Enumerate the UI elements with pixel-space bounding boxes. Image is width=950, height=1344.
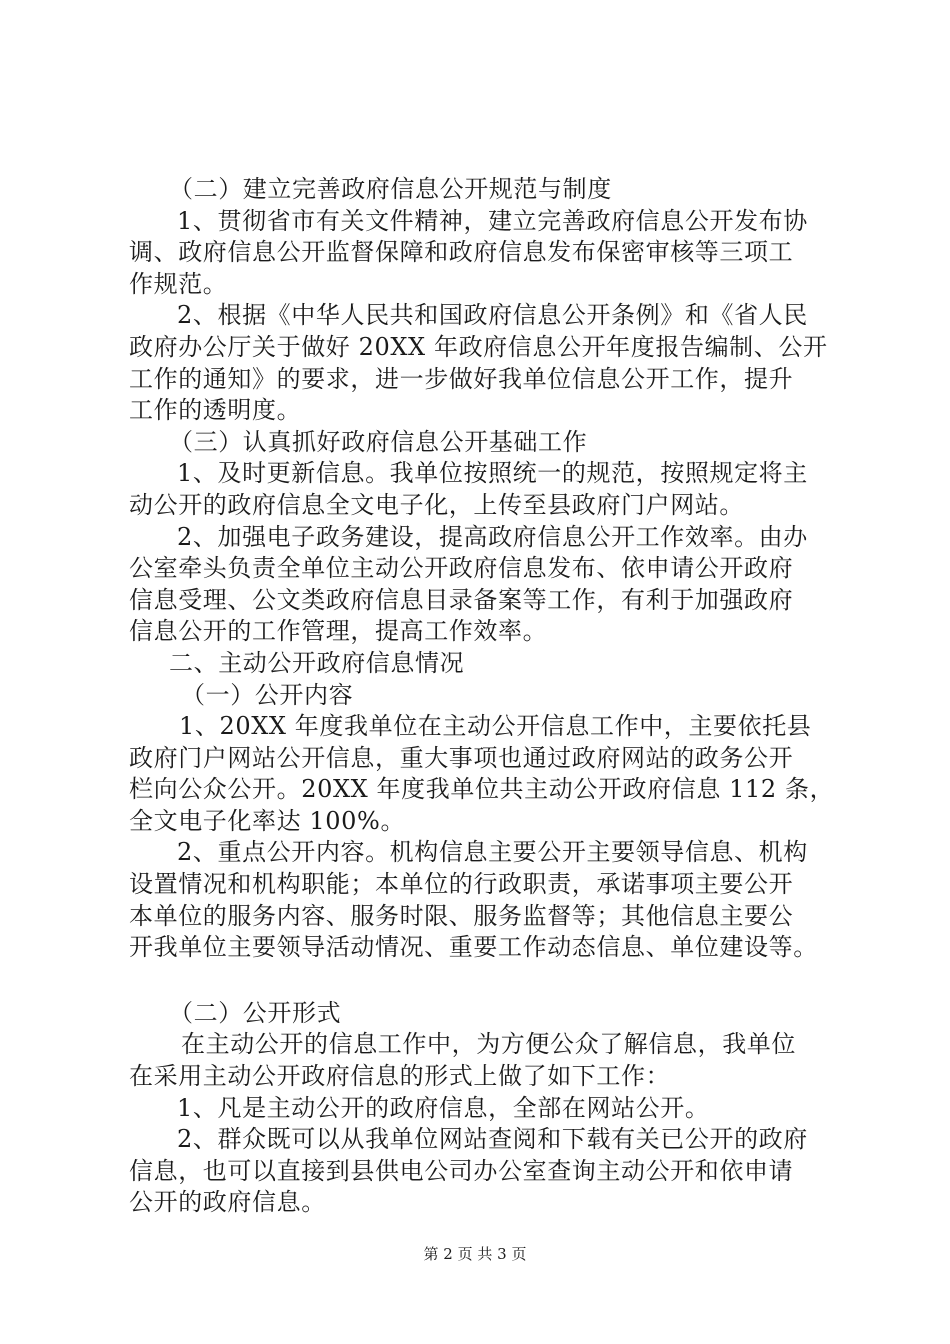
paragraph-line: 工作的透明度。 — [129, 396, 302, 425]
paragraph-line: 工作的通知》的要求，进一步做好我单位信息公开工作，提升 — [129, 364, 794, 393]
paragraph-line: 1、凡是主动公开的政府信息，全部在网站公开。 — [177, 1093, 710, 1122]
paragraph-line: 2、群众既可以从我单位网站查阅和下载有关已公开的政府 — [177, 1125, 808, 1154]
paragraph-line: 信息受理、公文类政府信息目录备案等工作，有利于加强政府 — [129, 585, 794, 614]
paragraph-line: 1、20XX 年度我单位在主动公开信息工作中，主要依托县 — [179, 712, 812, 741]
paragraph-line: 在采用主动公开政府信息的形式上做了如下工作： — [129, 1062, 671, 1091]
paragraph-gap — [129, 964, 849, 998]
paragraph-line: 公开的政府信息。 — [129, 1188, 326, 1217]
paragraph-line: 1、贯彻省市有关文件精神，建立完善政府信息公开发布协 — [177, 206, 808, 235]
document-body — [129, 174, 849, 1219]
paragraph-line: 公室牵头负责全单位主动公开政府信息发布、依申请公开政府 — [129, 554, 794, 583]
paragraph-line: 在主动公开的信息工作中，为方便公众了解信息，我单位 — [181, 1030, 796, 1059]
section-heading: （一）公开内容 — [181, 680, 354, 709]
paragraph-line: 2、根据《中华人民共和国政府信息公开条例》和《省人民 — [177, 301, 808, 330]
paragraph-line: 2、加强电子政务建设，提高政府信息公开工作效率。由办 — [177, 522, 808, 551]
paragraph-line: 栏向公众公开。20XX 年度我单位共主动公开政府信息 112 条， — [129, 775, 835, 804]
paragraph-line: 作规范。 — [129, 269, 228, 298]
paragraph-line: 调、政府信息公开监督保障和政府信息发布保密审核等三项工 — [129, 238, 794, 267]
paragraph-line: 2、重点公开内容。机构信息主要公开主要领导信息、机构 — [177, 838, 808, 867]
paragraph-line: 信息，也可以直接到县供电公司办公室查询主动公开和依申请 — [129, 1156, 794, 1185]
section-heading: （二）建立完善政府信息公开规范与制度 — [169, 175, 612, 203]
paragraph-line: 1、及时更新信息。我单位按照统一的规范，按照规定将主 — [177, 459, 808, 488]
page-number-footer: 第 2 页 共 3 页 — [423, 1245, 527, 1263]
paragraph-line: 动公开的政府信息全文电子化，上传至县政府门户网站。 — [129, 490, 744, 519]
paragraph-line: 开我单位主要领导活动情况、重要工作动态信息、单位建设等。 — [129, 933, 818, 962]
section-heading: （二）公开形式 — [169, 998, 342, 1027]
paragraph-line: 政府门户网站公开信息，重大事项也通过政府网站的政务公开 — [129, 743, 794, 772]
paragraph-line: 信息公开的工作管理，提高工作效率。 — [129, 617, 548, 646]
section-heading: （三）认真抓好政府信息公开基础工作 — [169, 427, 588, 456]
paragraph-line: 设置情况和机构职能；本单位的行政职责，承诺事项主要公开 — [129, 870, 794, 899]
paragraph-line: 本单位的服务内容、服务时限、服务监督等；其他信息主要公 — [129, 901, 794, 930]
paragraph-line: 政府办公厅关于做好 20XX 年政府信息公开年度报告编制、公开 — [129, 332, 828, 361]
paragraph-line: 全文电子化率达 100%。 — [129, 806, 406, 835]
section-heading: 二、主动公开政府信息情况 — [169, 648, 465, 677]
